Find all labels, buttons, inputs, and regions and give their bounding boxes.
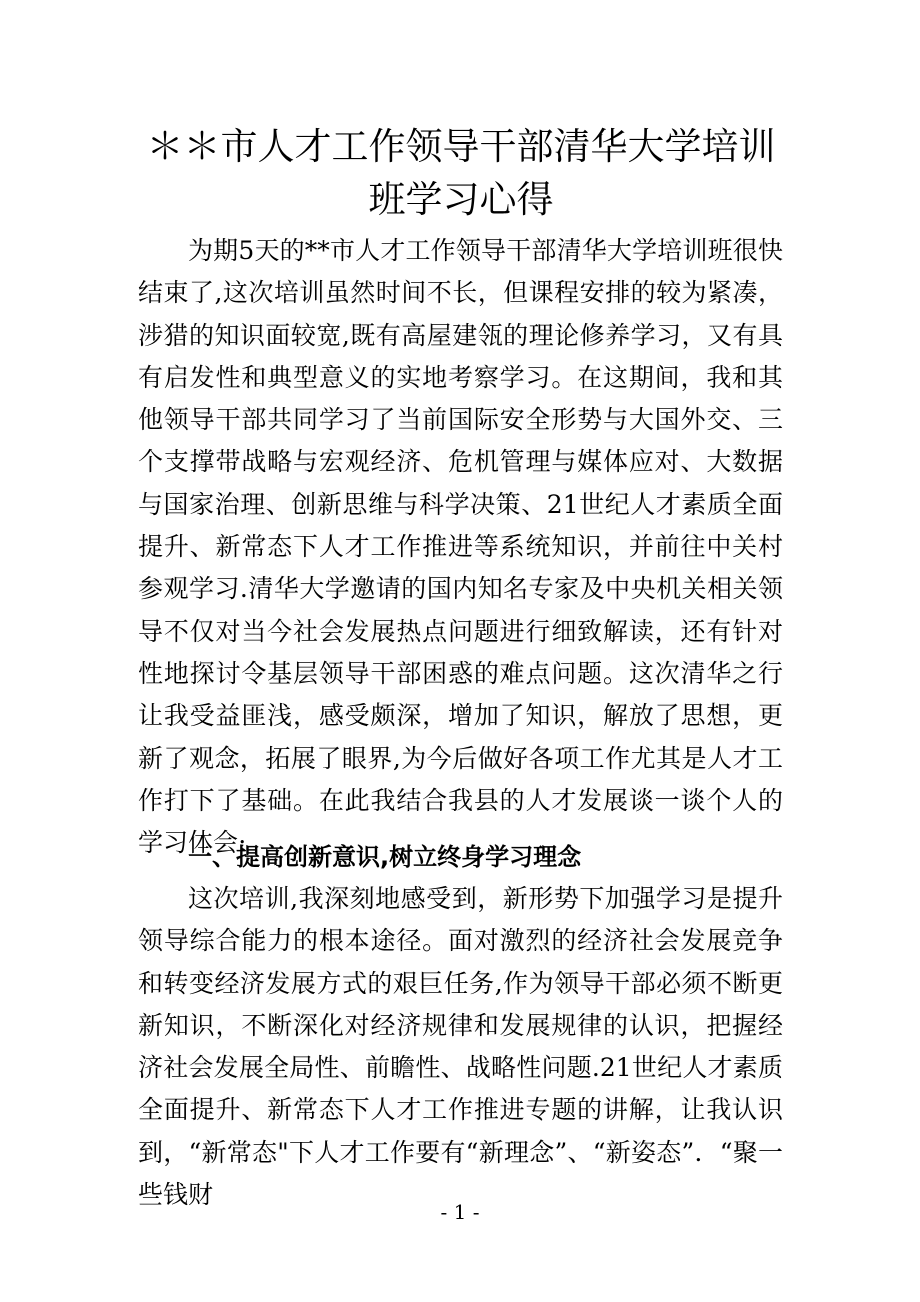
document-title: ＊＊市人才工作领导干部清华大学培训班学习心得 <box>146 125 776 221</box>
section-heading: 一、提高创新意识,树立终身学习理念 <box>188 843 582 871</box>
paragraph-intro: 为期5天的**市人才工作领导干部清华大学培训班很快结束了,这次培训虽然时间不长，但课程安排的较为紧凑，涉猎的知识面较宽,既有高屋建瓴的理论修养学习，又有具有启发性和典型意义的实地考察学习。在这期间，我和其他领导干部共同学习了当前国际安全形势与大国外交、三个支撑带战略与宏观经济、危机管理与媒体应对、大数据与国家治理、创新思维与科学决策、21世纪人才素质全面提升、新常态下人才工作推进等系统知识，并前往中关村参观学习.清华大学邀请的国内知名专家及中央机关相关领导不仅对当今社会发展热点问题进行细致解读，还有针对性地探讨令基层领导干部困惑的难点问题。这次清华之行让我受益匪浅，感受颇深，增加了知识，解放了思想，更新了观念，拓展了眼界,为今后做好各项工作尤其是人才工作打下了基础。在此我结合我县的人才发展谈一谈个人的学习体会: <box>138 236 783 858</box>
paragraph-section-1: 这次培训,我深刻地感受到，新形势下加强学习是提升领导综合能力的根本途径。面对激烈的经济社会发展竞争和转变经济发展方式的艰巨任务,作为领导干部必须不断更新知识，不断深化对经济规律和发展规律的认识，把握经济社会发展全局性、前瞻性、战略性问题.21世纪人才素质全面提升、新常态下人才工作推进专题的讲解，让我认识到，“新常态"下人才工作要有“新理念”、“新姿态”．“聚一些钱财 <box>138 884 783 1210</box>
page-number: - 1 - <box>440 1200 480 1224</box>
